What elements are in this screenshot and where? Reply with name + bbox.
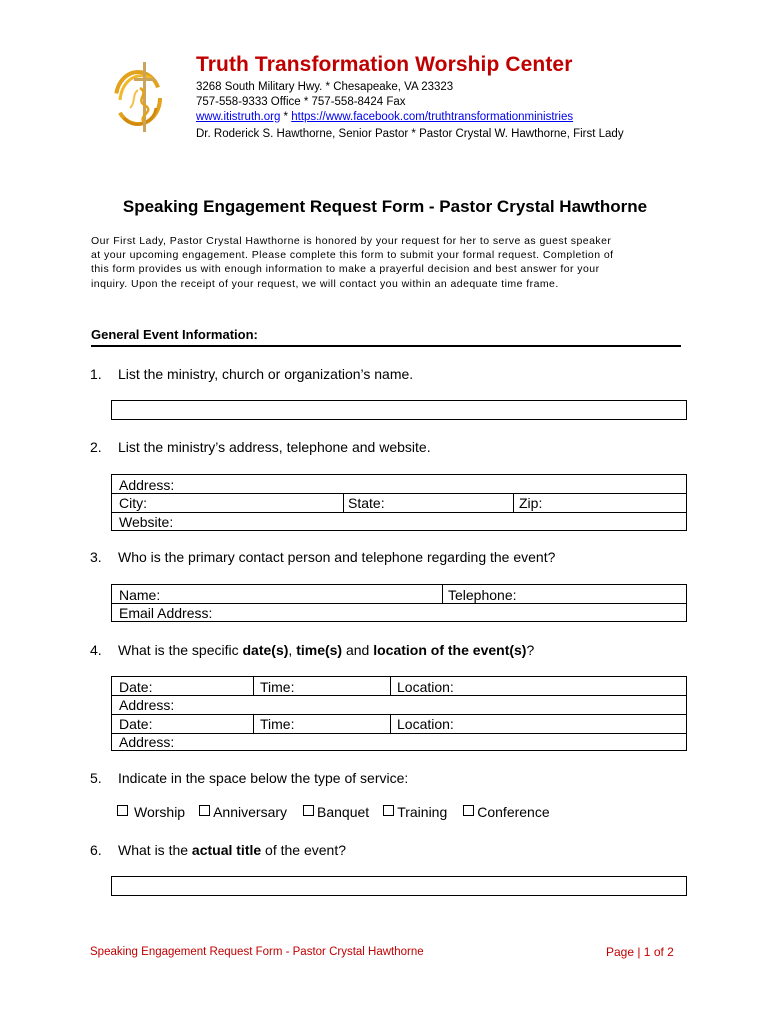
- cross-flame-logo-icon: [110, 58, 172, 136]
- section-divider: [91, 345, 681, 347]
- question-number: 1.: [90, 366, 102, 382]
- organization-name: Truth Transformation Worship Center: [196, 53, 573, 76]
- cell-divider: [513, 493, 514, 512]
- actual-title-term: actual title: [191, 842, 262, 858]
- telephone-label: Telephone:: [448, 587, 517, 603]
- organization-address: 3268 South Military Hwy. * Chesapeake, VA 23323: [196, 81, 454, 93]
- question-text: Who is the primary contact person and telephone regarding the event?: [118, 549, 556, 565]
- cell-divider: [390, 714, 391, 733]
- row-divider: [112, 733, 686, 734]
- organization-phones: 757-558-9333 Office * 757-558-8424 Fax: [196, 96, 406, 108]
- email-label: Email Address:: [119, 605, 213, 621]
- intro-line: inquiry. Upon the receipt of your request, we will contact you within an adequate time frame.: [91, 277, 559, 290]
- time-label: Time:: [260, 679, 295, 695]
- service-type-options: [117, 804, 564, 820]
- primary-contact-table: [111, 584, 687, 622]
- checkbox-icon[interactable]: [383, 805, 394, 816]
- question-text: List the ministry’s address, telephone and website.: [118, 439, 431, 455]
- checkbox-icon[interactable]: [199, 805, 210, 816]
- intro-line: Our First Lady, Pastor Crystal Hawthorne is honored by your request for her to serve as guest speaker: [91, 235, 612, 247]
- question-6: [90, 842, 346, 858]
- intro-line: at your upcoming engagement. Please complete this form to submit your formal request. Completion of: [91, 249, 614, 262]
- address-label: Address:: [119, 734, 175, 750]
- cell-divider: [390, 677, 391, 695]
- page-number: Page | 1 of 2: [606, 945, 674, 959]
- question-2: [90, 439, 431, 455]
- address-label: Address:: [119, 477, 175, 493]
- question-text: Indicate in the space below the type of service:: [118, 770, 409, 786]
- option-label: Conference: [477, 804, 550, 820]
- location-label: Location:: [397, 679, 454, 695]
- state-label: State:: [348, 495, 385, 511]
- website-link[interactable]: www.itistruth.org: [196, 111, 281, 123]
- date-label: Date:: [119, 716, 153, 732]
- option-label: Training: [397, 804, 448, 820]
- city-label: City:: [119, 495, 147, 511]
- option-banquet[interactable]: [303, 804, 369, 820]
- question-number: 3.: [90, 549, 102, 565]
- address-label: Address:: [119, 697, 175, 713]
- row-divider: [112, 695, 686, 696]
- organization-links: [196, 111, 573, 123]
- checkbox-icon[interactable]: [117, 805, 128, 816]
- name-label: Name:: [119, 587, 161, 603]
- question-text-post: of the event?: [261, 842, 347, 858]
- question-text-pre: What is the specific: [118, 642, 243, 658]
- footer-form-title: Speaking Engagement Request Form - Pastor Crystal Hawthorne: [90, 946, 424, 958]
- time-label: Time:: [260, 716, 295, 732]
- section-heading: General Event Information:: [91, 327, 258, 342]
- event-schedule-table: [111, 676, 687, 751]
- question-1: [90, 366, 413, 382]
- intro-paragraph: [91, 234, 691, 291]
- location-label: Location:: [397, 716, 454, 732]
- question-4: [90, 642, 534, 658]
- location-term: location of the event(s): [373, 642, 527, 658]
- option-training[interactable]: [383, 804, 447, 820]
- link-separator: *: [280, 111, 292, 123]
- dates-term: date(s): [242, 642, 289, 658]
- cell-divider: [442, 585, 443, 603]
- checkbox-icon[interactable]: [463, 805, 474, 816]
- form-title: Speaking Engagement Request Form - Pastor Crystal Hawthorne: [122, 197, 648, 216]
- question-text-pre: What is the: [118, 842, 192, 858]
- question-number: 6.: [90, 842, 102, 858]
- cell-divider: [253, 677, 254, 695]
- website-label: Website:: [119, 514, 174, 530]
- option-label: Banquet: [317, 804, 370, 820]
- cell-divider: [253, 714, 254, 733]
- checkbox-icon[interactable]: [303, 805, 314, 816]
- cell-divider: [343, 493, 344, 512]
- intro-line: this form provides us with enough information to make a prayerful decision and best answer for your: [91, 263, 600, 276]
- comma: ,: [288, 642, 297, 658]
- ministry-contact-table: [111, 474, 687, 531]
- question-mark: ?: [526, 642, 535, 658]
- row-divider: [112, 493, 686, 494]
- and-word: and: [342, 642, 374, 658]
- zip-label: Zip:: [519, 495, 543, 511]
- row-divider: [112, 603, 686, 604]
- organization-name-field[interactable]: [111, 400, 687, 420]
- pastors-line: Dr. Roderick S. Hawthorne, Senior Pastor * Pastor Crystal W. Hawthorne, First Lady: [196, 128, 624, 140]
- times-term: time(s): [296, 642, 343, 658]
- option-conference[interactable]: [463, 804, 549, 820]
- question-5: [90, 770, 408, 786]
- church-logo: [110, 58, 172, 136]
- option-label: Anniversary: [213, 804, 288, 820]
- question-number: 5.: [90, 770, 102, 786]
- facebook-link[interactable]: https://www.facebook.com/truthtransformationministries: [291, 111, 574, 123]
- option-worship[interactable]: [117, 804, 185, 820]
- row-divider: [112, 512, 686, 513]
- question-number: 4.: [90, 642, 102, 658]
- option-anniversary[interactable]: [199, 804, 287, 820]
- row-divider: [112, 714, 686, 715]
- question-text: List the ministry, church or organization’s name.: [118, 366, 414, 382]
- date-label: Date:: [119, 679, 153, 695]
- question-3: [90, 549, 555, 565]
- question-number: 2.: [90, 439, 102, 455]
- event-title-field[interactable]: [111, 876, 687, 896]
- option-label: Worship: [134, 804, 186, 820]
